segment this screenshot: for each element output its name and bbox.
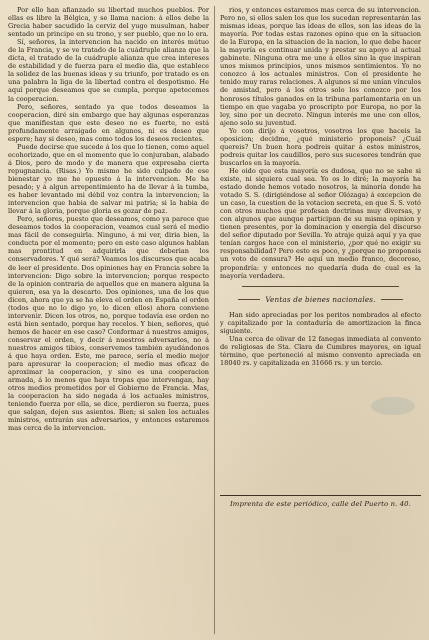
blank-area [220,367,421,485]
paragraph: Por ello han afianzado su libertad muchos pueblos. Por ellas es libre la Bélgica, y se llama nacion: á ellos debe la Grecia haber sacudido la cerviz del yugo musulman, haber sentado un principe en su trono, y ser pueblo, que no lo era. [8,6,209,39]
paragraph: Una cerca de olivar de 12 fanegas inmediata al convento de religiosas de Sta. Clara de Cumbres mayores, en igual término, que perteneció al mismo convento apreciada en 18040 rs. y capitalizada en 31666 rs. y un tercio. [219,334,421,367]
imprint-divider [220,495,421,496]
paragraph: He oido que esta mayoría es dudosa, que no se sabe si existe, ni siquiera cual sea. Yo os lo diré; la mayoría ha estado donde hemos votado nosotros, la minoría donde ha votado S. S. (dirigiéndose al señor Olózaga) á excepcion de un caso, la cuestion de la votacion secreta, en que S. S. votó con otros muchos que profesan doctrinas muy diversas, y con algunos que aunque participan de su misma opinion y tienen presentes, por la dominacion y energía del discurso del señor diputado por Sevilla. Yo atraje quizá aquí y ya que tenían cargos hace con el ministerio, ¿por qué no exigir su responsabilidad? Pero esto es poco, y ¿porque no proponeis un voto de censura? He aquí un medio franco, decoroso, propondría: y entonces no quedaría duda de cual es la mayoría verdadera. [219,166,421,280]
paragraph: Puede decirse que sucede á los que lo tienen, como aquel ecohorizado, que en el momento que lo conjuraban, alabado á Dios, pero de modo y de manera que expresaba cierta repugnancia. (Risas.) Yo mismo he sido culpado de ese bienestar yo me he opuesto á la intervencion. Me ha pesado; y á algun arrepentimiento ha de llevar á la tumba, es haber levantado mi débil voz contra la intervencion; la intervencion que habia de salvar mi patria; si la habia de llevar á la gloria, porque gloria es gozar de paz. [8,142,209,216]
left-column [8,6,209,634]
two-column-layout [8,6,421,634]
right-column [220,6,421,634]
paragraph: rios, y entonces estaremos mas cerca de su intervencion. Pero no, si ellos salen los que los sucedan representarán las mismas ideas, porque las ideas de ellos, son las ideas de la mayoría. Por todas estas razones opino que en la situacion de la Europa, en la situacion de la nacion, lo que debe hacer la mayoría es continuar unida y prestar su apoyo al actual gabinete. Ninguna otra me une á ellos sino la que inspiran unos mismos principios, unos mismos sentimientos. Yo no conozco á los actuales ministros. Con el presidente he tenido muy raras relaciones. A algunos sí me unían vínculos de amistad, pero á los otros solo los conozco por los honrosos títulos ganados en la tribuna parlamentaria en un tiempo en que vagaba yo proscripto por Europa, no por la ley, sino por un decreto. Ningun interés me une con ellos, ajeno solo su juventud. [219,6,421,127]
paragraph: Yo con dirijo á vosotros, vosotros los que haceis la oposicion; decidme, ¿qué ministerio proponeis? ¿Cuál quereis? Un buen hora podreis quitar á estos ministros, podreis quitar los caudillos, pero sus sucesores tendrán que buscarlos en la mayoría. [219,126,421,167]
imprint-line: Imprenta de este periódico, calle del Puerto n. 40. [229,499,411,508]
paragraph: Pero, señores, puesto que deseamos, como ya parece que deseamos todos la cooperacion, veamos cual será el medio mas fácil de conseguirla. Ninguno, á mi ver, diria bien, la conducta por el momento; pero en este caso algunos hablan mas prontitud en adquirirla que deberian los conservadores. Y qué será? Veamos los discursos que acaba de leer el presidente. Dos opiniones hay en Francia sobre la intervencion: Digo sobre la intervencion; porque respecto de la opinion contraria de aquellos que en manera alguna la quieren, esa ya la descarto. Dos opiniones, una de los que dicen, ahora que ya se ha eleva el orden en España el orden (todos que no lo digo yo, lo dicen ellos) ahora conviene intervenir. Dicen los otros, no, porque todavía ese orden no está bien sentado, porque hay recelos. Y bien, señores, qué hemos de hacer en ese caso? Conformar á nuestros amigos, conservar el orden, y decir á nuestros adversarios, no á nuestros amigos tibios, conservemos también ayudándonos á que haya orden. Este, me parece, sería el medio mejor para apresurar la cooperacion; el medio mas eficaz de aproximar la cooperacion, y sino es una cooperacion armada, á lo menos que haya tropas que intervengan, hay otros medios prometidos por el Gobierno de Francia. Mas, la cooperacion ha sido negada á los actuales ministros, teniendo fuerza por ella, se dice, perdieron su fuerza, pues que salgan, dejen sus asientos. Bien; si salen los actuales ministros, entrarán sus adversarios, y entonces estaremos mas cerca de la intervencion. [8,215,209,433]
paragraph: Sí, señores, la intervencion ha nacido en interés mútuo de la Francia, y se ve tratado de la cuádruple alianza que la dicta, el tratado de la cuádruple alianza que crea intereses de estabilidad y de fuerza para el medio dia, que establece la solidez de las buenas ideas y su triunfo, por tratado es en una palabra la liga de la libertad contra el despotismo. He aquí porque deseamos que se cumpla, porque apetecemos la cooperacion. [8,38,209,103]
paragraph: Han sido apreciadas por los peritos nombrados al efecto y capitalizado por la contaduría de amortizacion la finca siguiente. [219,310,421,335]
faded-stamp-mark [371,397,415,415]
section-title: Ventas de bienes nacionales. [220,296,421,304]
column-rule [214,6,215,634]
section-divider [242,286,399,287]
paragraph: Pero, señores, sentado ya que todos deseamos la cooperacion, diré sin embargo que hay algunas esperanzas que manifiestan que este deseo no es fuerte, no está profundamente arraigado en algunos, ni es deseo que espere; hay si deseo, mas como todos los deseos recientes. [8,102,209,143]
